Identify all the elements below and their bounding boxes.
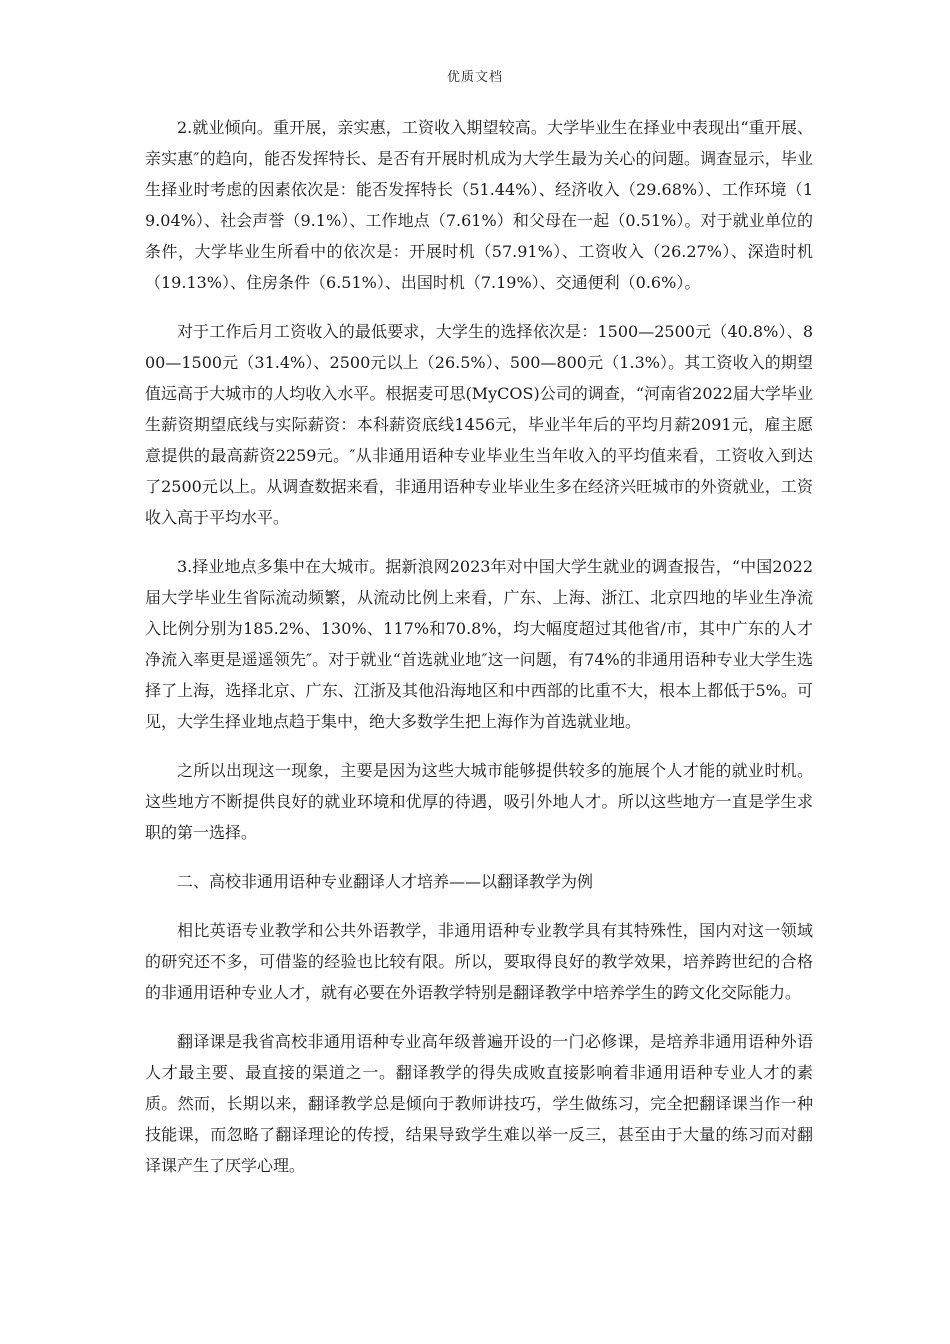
paragraph-job-location: 3.择业地点多集中在大城市。据新浪网2023年对中国大学生就业的调查报告，“中国2022届大学毕业生省际流动频繁，从流动比例上来看，广东、上海、浙江、北京四地的毕业生净流入比例分别为185.2%、130%、117%和70.8%，均大幅度超过其他省/市，其中广东的人才净流入率更是遥遥领先″。对于就业“首选就业地″这一问题，有74%的非通用语种专业大学生选择了上海，选择北京、广东、江浙及其他沿海地区和中西部的比重不大，根本上都低于5%。可见，大学生择业地点趋于集中，绝大多数学生把上海作为首选就业地。 <box>145 557 813 731</box>
paragraph-translation-course: 翻译课是我省高校非通用语种专业高年级普遍开设的一门必修课，是培养非通用语种外语人才最主要、最直接的渠道之一。翻译教学的得失成败直接影响着非通用语种专业人才的素质。然而，长期以来，翻译教学总是倾向于教师讲技巧，学生做练习，完全把翻译课当作一种技能课，而忽略了翻译理论的传授，结果导致学生难以举一反三，甚至由于大量的练习而对翻译课产生了厌学心理。 <box>145 1032 813 1175</box>
page-header: 优质文档 <box>446 70 503 85</box>
document-body <box>145 112 813 1199</box>
section-heading: 二、高校非通用语种专业翻译人才培养——以翻译教学为例 <box>177 872 594 891</box>
paragraph-salary-expectation: 对于工作后月工资收入的最低要求，大学生的选择依次是：1500—2500元（40.8%）、800—1500元（31.4%）、2500元以上（26.5%）、500—800元（1.3%）。其工资收入的期望值远高于大城市的人均收入水平。根据麦可思(MyCOS)公司的调查，“河南省2022届大学毕业生薪资期望底线与实际薪资：本科薪资底线1456元，毕业半年后的平均月薪2091元，雇主愿意提供的最高薪资2259元。″从非通用语种专业毕业生当年收入的平均值来看，工资收入到达了2500元以上。从调查数据来看，非通用语种专业毕业生多在经济兴旺城市的外资就业，工资收入高于平均水平。 <box>145 322 813 527</box>
paragraph-reason: 之所以出现这一现象，主要是因为这些大城市能够提供较多的施展个人才能的就业时机。这些地方不断提供良好的就业环境和优厚的待遇，吸引外地人才。所以这些地方一直是学生求职的第一选择。 <box>145 761 813 842</box>
paragraph-teaching-comparison: 相比英语专业教学和公共外语教学，非通用语种专业教学具有其特殊性，国内对这一领域的研究还不多，可借鉴的经验也比较有限。所以，要取得良好的教学效果，培养跨世纪的合格的非通用语种专业人才，就有必要在外语教学特别是翻译教学中培养学生的跨文化交际能力。 <box>145 921 813 1002</box>
paragraph-employment-tendency: 2.就业倾向。重开展，亲实惠，工资收入期望较高。大学毕业生在择业中表现出“重开展、亲实惠″的趋向，能否发挥特长、是否有开展时机成为大学生最为关心的问题。调查显示，毕业生择业时考虑的因素依次是：能否发挥特长（51.44%）、经济收入（29.68%）、工作环境（19.04%）、社会声誉（9.1%）、工作地点（7.61%）和父母在一起（0.51%）。对于就业单位的条件，大学毕业生所看中的依次是：开展时机（57.91%）、工资收入（26.27%）、深造时机（19.13%）、住房条件（6.51%）、出国时机（7.19%）、交通便利（0.6%）。 <box>145 118 813 292</box>
